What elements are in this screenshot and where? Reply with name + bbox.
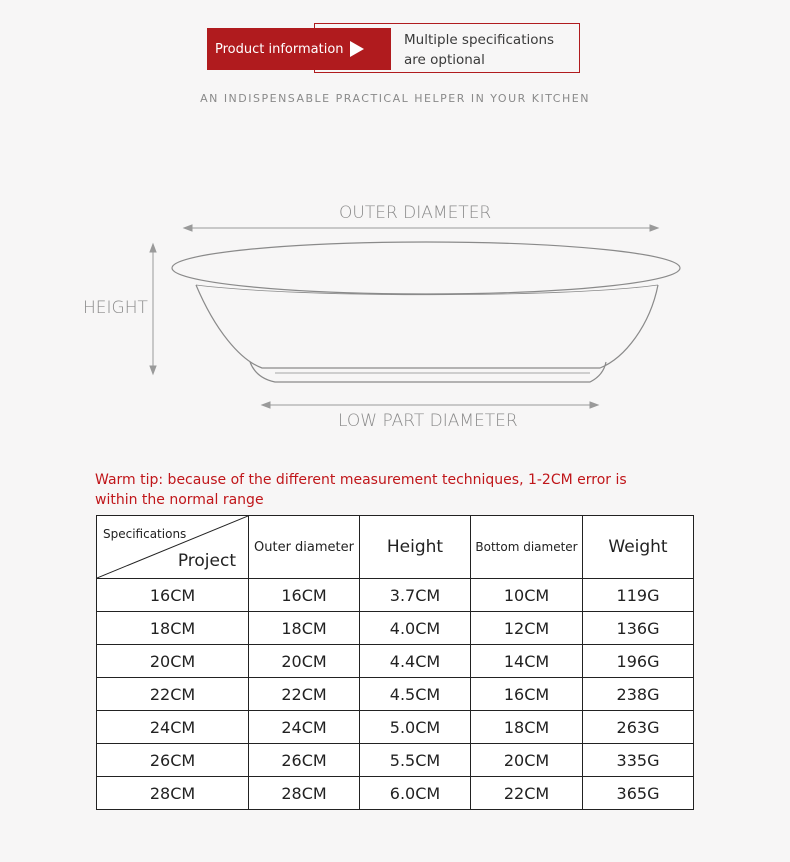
cell-bottom: 12CM xyxy=(471,612,583,645)
cell-spec: 24CM xyxy=(97,711,249,744)
cell-bottom: 16CM xyxy=(471,678,583,711)
badge-description: Multiple specifications are optional xyxy=(404,32,555,68)
badge-label: Product information xyxy=(215,41,344,57)
cell-weight: 238G xyxy=(583,678,694,711)
cell-outer: 28CM xyxy=(249,777,360,810)
cell-height: 5.5CM xyxy=(360,744,471,777)
height-arrow xyxy=(150,244,156,374)
low-diameter-label: LOW PART DIAMETER xyxy=(338,411,518,431)
cell-height: 4.0CM xyxy=(360,612,471,645)
plate-dimension-diagram xyxy=(0,190,790,450)
cell-spec: 22CM xyxy=(97,678,249,711)
cell-weight: 263G xyxy=(583,711,694,744)
cell-spec: 16CM xyxy=(97,579,249,612)
outer-diameter-arrow xyxy=(184,225,658,231)
cell-bottom: 20CM xyxy=(471,744,583,777)
product-info-header xyxy=(0,0,790,120)
cell-spec: 28CM xyxy=(97,777,249,810)
table-row xyxy=(97,777,694,810)
header-weight: Weight xyxy=(583,516,694,579)
low-diameter-arrow xyxy=(262,402,598,408)
outer-diameter-label: OUTER DIAMETER xyxy=(339,203,492,223)
cell-outer: 22CM xyxy=(249,678,360,711)
table-row xyxy=(97,612,694,645)
cell-height: 5.0CM xyxy=(360,711,471,744)
table-row xyxy=(97,744,694,777)
cell-weight: 136G xyxy=(583,612,694,645)
cell-spec: 18CM xyxy=(97,612,249,645)
header-bottom-diameter: Bottom diameter xyxy=(471,516,583,579)
cell-height: 4.5CM xyxy=(360,678,471,711)
corner-specifications: Specifications xyxy=(103,527,187,541)
cell-outer: 20CM xyxy=(249,645,360,678)
cell-bottom: 18CM xyxy=(471,711,583,744)
cell-bottom: 10CM xyxy=(471,579,583,612)
table-header-row xyxy=(97,516,694,579)
cell-weight: 196G xyxy=(583,645,694,678)
cell-outer: 16CM xyxy=(249,579,360,612)
cell-height: 4.4CM xyxy=(360,645,471,678)
cell-weight: 119G xyxy=(583,579,694,612)
table-row xyxy=(97,711,694,744)
plate-outline xyxy=(172,242,680,382)
cell-outer: 18CM xyxy=(249,612,360,645)
cell-outer: 26CM xyxy=(249,744,360,777)
cell-bottom: 22CM xyxy=(471,777,583,810)
table-row xyxy=(97,678,694,711)
corner-header xyxy=(97,516,249,579)
corner-project: Project xyxy=(177,551,236,571)
cell-bottom: 14CM xyxy=(471,645,583,678)
header-outer-diameter: Outer diameter xyxy=(249,516,360,579)
product-info-badge xyxy=(207,28,391,70)
height-label: HEIGHT xyxy=(83,298,148,318)
tagline: AN INDISPENSABLE PRACTICAL HELPER IN YOUR KITCHEN xyxy=(200,92,590,105)
header-height: Height xyxy=(360,516,471,579)
table-row xyxy=(97,579,694,612)
warm-tip: Warm tip: because of the different measurement techniques, 1-2CM error is within the normal range xyxy=(95,472,627,508)
cell-weight: 335G xyxy=(583,744,694,777)
spec-table xyxy=(96,515,694,810)
cell-spec: 26CM xyxy=(97,744,249,777)
play-triangle-icon xyxy=(350,41,364,57)
cell-outer: 24CM xyxy=(249,711,360,744)
table-row xyxy=(97,645,694,678)
cell-height: 6.0CM xyxy=(360,777,471,810)
cell-height: 3.7CM xyxy=(360,579,471,612)
cell-weight: 365G xyxy=(583,777,694,810)
cell-spec: 20CM xyxy=(97,645,249,678)
